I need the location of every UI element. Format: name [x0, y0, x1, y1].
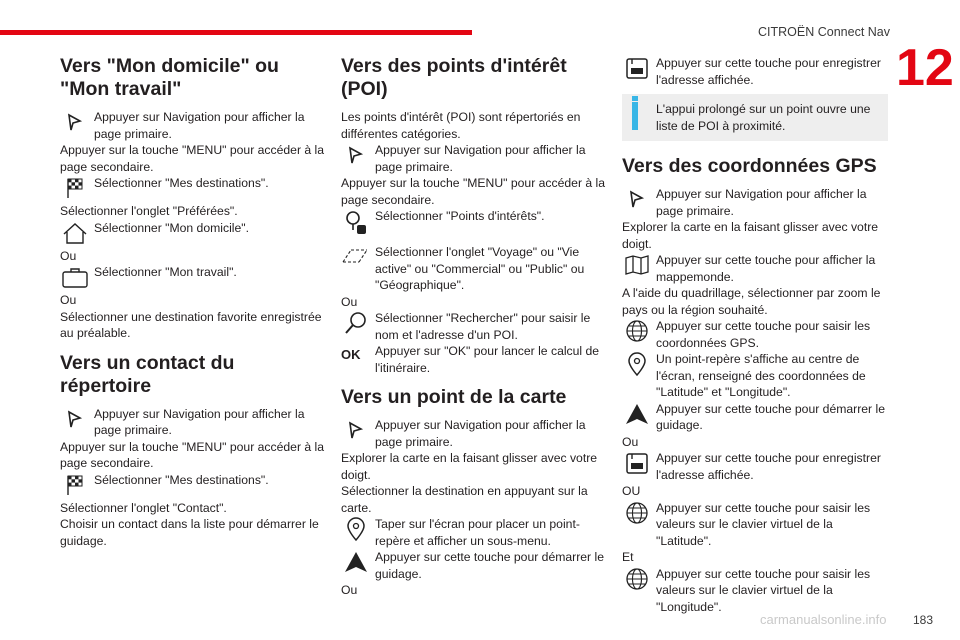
step-text: Appuyer sur la touche "MENU" pour accéder à la page secondaire.	[341, 176, 606, 207]
note-text: L'appui prolongé sur un point ouvre une liste de POI à proximité.	[656, 102, 871, 133]
step-text: Sélectionner l'onglet "Préférées".	[60, 204, 238, 218]
step-text: Appuyer sur cette touche pour saisir les valeurs sur le clavier virtuel de la "Longitude".	[656, 566, 871, 614]
column-3	[622, 55, 888, 615]
step-row	[622, 500, 888, 550]
heading-map-point: Vers un point de la carte	[341, 386, 567, 408]
step-text: Sélectionner "Mes destinations".	[94, 472, 269, 487]
step-row	[622, 186, 888, 219]
step-row	[622, 401, 888, 434]
poi-icon	[341, 208, 371, 234]
step-text: Explorer la carte en la faisant glisser avec votre doigt.	[622, 220, 879, 251]
step-row	[622, 351, 888, 401]
navigation-arrow-icon	[341, 417, 371, 443]
step-text: Sélectionner l'onglet "Voyage" ou "Vie active" ou "Commercial" ou "Public" ou "Géographique".	[375, 245, 585, 292]
or-text: Ou	[341, 583, 358, 597]
step-text: Sélectionner l'onglet "Contact".	[60, 500, 227, 515]
watermark: carmanualsonline.info	[760, 612, 887, 627]
step-text: Appuyer sur cette touche pour démarrer le guidage.	[375, 550, 604, 581]
step-text: Appuyer sur cette touche pour saisir les valeurs sur le clavier virtuel de la "Latitude".	[656, 500, 871, 548]
navigation-arrow-icon	[341, 142, 371, 168]
step-row	[622, 566, 888, 616]
step-text: Appuyer sur cette touche pour afficher la mappemonde.	[656, 253, 876, 284]
step-text: Sélectionner "Points d'intérêts".	[375, 209, 545, 223]
top-red-bar	[0, 30, 472, 35]
save-icon	[622, 450, 652, 476]
step-text: Appuyer sur cette touche pour saisir les coordonnées GPS.	[656, 319, 871, 350]
step-row	[60, 109, 326, 142]
step-text: Appuyer sur cette touche pour démarrer le guidage.	[656, 401, 885, 432]
step-row	[341, 208, 607, 236]
step-row	[60, 472, 326, 500]
step-row	[622, 55, 888, 88]
navigation-arrow-icon	[60, 406, 90, 432]
checkered-flag-icon	[60, 472, 90, 498]
step-text: Un point-repère s'affiche au centre de l'écran, renseigné des coordonnées de "Latitude" et "Longitude".	[656, 352, 866, 399]
step-row	[341, 244, 607, 294]
step-text: Appuyer sur Navigation pour afficher la page primaire.	[94, 406, 305, 437]
step-text: Taper sur l'écran pour placer un point-repère et afficher un sous-menu.	[375, 517, 580, 548]
info-note	[622, 94, 888, 141]
step-text: A l'aide du quadrillage, sélectionner par zoom le pays ou la région souhaité.	[622, 286, 881, 317]
and-text: Et	[622, 550, 634, 564]
or-text: OU	[622, 484, 641, 498]
save-icon	[622, 55, 652, 81]
or-text: Ou	[60, 293, 77, 307]
step-text: Appuyer sur la touche "MENU" pour accéder à la page secondaire.	[60, 439, 325, 470]
step-row	[60, 175, 326, 203]
navigation-arrow-icon	[60, 109, 90, 135]
info-icon	[632, 96, 638, 101]
location-pin-icon	[622, 351, 652, 377]
location-pin-icon	[341, 516, 371, 542]
house-icon	[60, 220, 90, 246]
search-icon	[341, 310, 371, 336]
step-text: Sélectionner "Mon domicile".	[94, 220, 249, 235]
heading-poi: Vers des points d'intérêt (POI)	[341, 55, 567, 100]
step-text: Appuyer sur Navigation pour afficher la page primaire.	[656, 187, 867, 218]
step-row	[60, 220, 326, 248]
step-row	[622, 450, 888, 483]
step-text: Sélectionner une destination favorite enregistrée au préalable.	[60, 309, 322, 340]
step-text: Appuyer sur cette touche pour enregistrer l'adresse affichée.	[656, 56, 881, 87]
step-text: Appuyer sur Navigation pour afficher la page primaire.	[94, 110, 305, 141]
step-row	[341, 343, 607, 376]
page-number: 183	[912, 613, 933, 627]
step-text: Appuyer sur "OK" pour lancer le calcul de l'itinéraire.	[375, 344, 600, 375]
running-header: CITROËN Connect Nav	[758, 25, 890, 39]
step-row	[622, 252, 888, 285]
step-text: Sélectionner "Mes destinations".	[94, 176, 269, 190]
step-row	[341, 417, 607, 450]
ok-label: OK	[341, 347, 361, 362]
step-text: Appuyer sur cette touche pour enregistrer l'adresse affichée.	[656, 451, 881, 482]
globe-icon	[622, 318, 652, 344]
warning-triangle-icon	[622, 401, 652, 427]
step-text: Sélectionner "Mon travail".	[94, 265, 237, 279]
road-icon	[341, 244, 371, 270]
heading-contact: Vers un contact du répertoire	[60, 351, 235, 397]
checkered-flag-icon	[60, 175, 90, 201]
column-1	[60, 55, 326, 549]
step-row	[622, 318, 888, 351]
step-text: Explorer la carte en la faisant glisser avec votre doigt.	[341, 451, 598, 482]
step-text: Sélectionner la destination en appuyant sur la carte.	[341, 484, 588, 515]
step-text: Appuyer sur Navigation pour afficher la page primaire.	[375, 418, 586, 449]
globe-icon	[622, 500, 652, 526]
or-text: Ou	[60, 248, 77, 263]
step-text: Appuyer sur Navigation pour afficher la page primaire.	[375, 143, 586, 174]
or-text: Ou	[622, 434, 639, 449]
step-row	[60, 406, 326, 439]
step-row	[341, 516, 607, 549]
step-row	[341, 142, 607, 175]
warning-triangle-icon	[341, 549, 371, 575]
briefcase-icon	[60, 264, 90, 290]
step-row	[341, 549, 607, 582]
map-icon	[622, 252, 652, 278]
step-text: Appuyer sur la touche "MENU" pour accéder à la page secondaire.	[60, 143, 325, 174]
step-row	[341, 310, 607, 343]
chapter-number: 12	[896, 39, 954, 97]
navigation-arrow-icon	[622, 186, 652, 212]
globe-icon	[622, 566, 652, 592]
step-text: Sélectionner "Rechercher" pour saisir le nom et l'adresse d'un POI.	[375, 311, 591, 342]
step-text: Choisir un contact dans la liste pour démarrer le guidage.	[60, 517, 319, 548]
heading-gps: Vers des coordonnées GPS	[622, 155, 877, 177]
or-text: Ou	[341, 294, 358, 309]
column-2	[341, 55, 607, 599]
heading-home-work: Vers "Mon domicile" ou "Mon travail"	[60, 55, 279, 100]
step-row	[60, 264, 326, 292]
step-text: Les points d'intérêt (POI) sont répertoriés en différentes catégories.	[341, 110, 581, 141]
